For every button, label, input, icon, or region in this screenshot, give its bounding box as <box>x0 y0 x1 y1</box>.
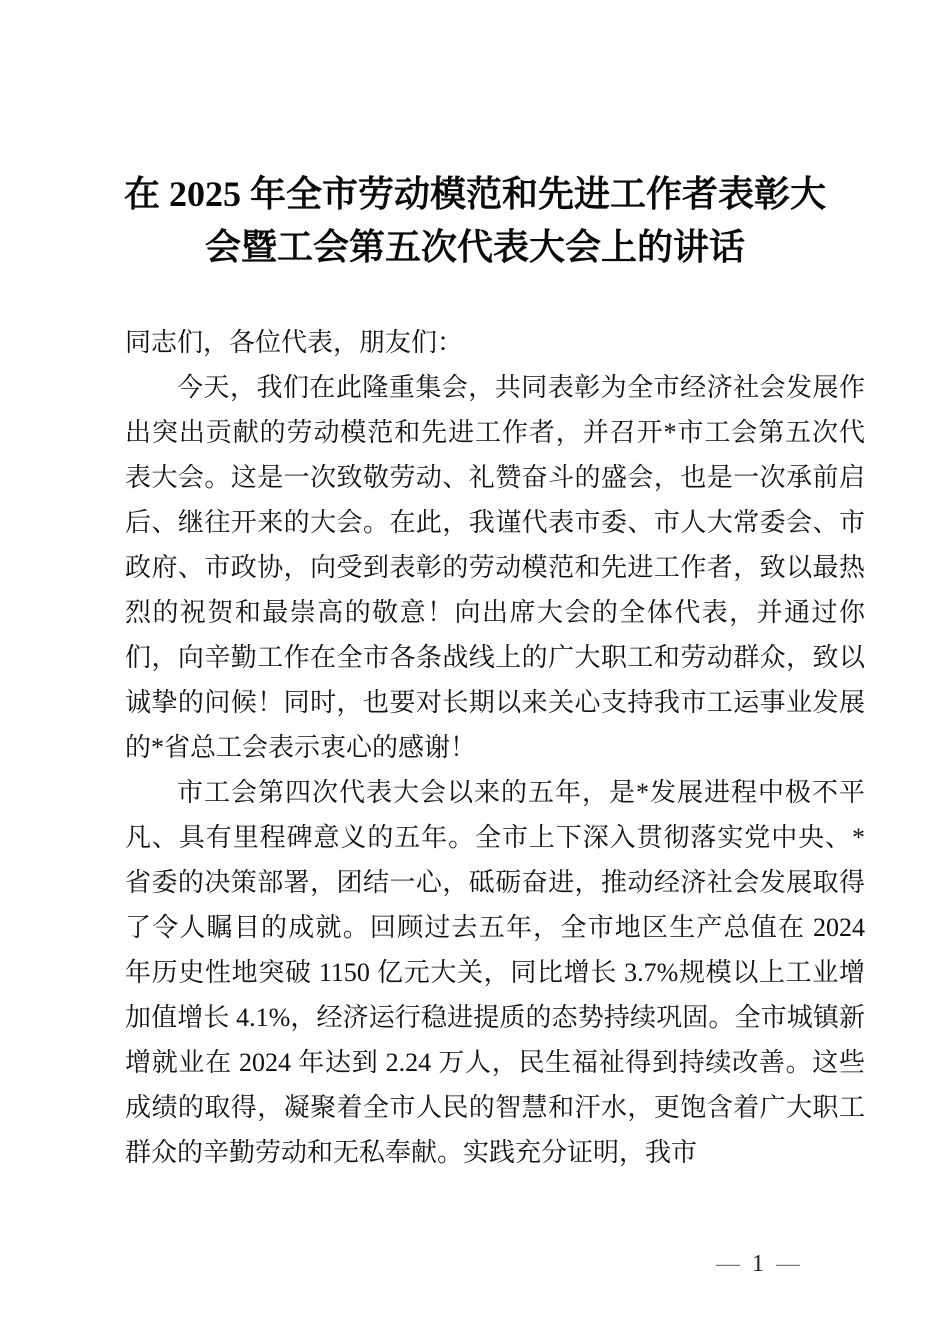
body-paragraph: 市工会第四次代表大会以来的五年，是*发展进程中极不平凡、具有里程碑意义的五年。全市上下深入贯彻落实党中央、*省委的决策部署，团结一心，砥砺奋进，推动经济社会发展取得了令人瞩目的成就。回顾过去五年，全市地区生产总值在 2024 年历史性地突破 1150 亿元大关，同比增长 3.7%规模以上工业增加值增长 4.1%，经济运行稳进提质的态势持续巩固。全市城镇新增就业在 2024 年达到 2.24 万人，民生福祉得到持续改善。这些成绩的取得，凝聚着全市人民的智慧和汗水，更饱含着广大职工群众的辛勤劳动和无私奉献。实践充分证明，我市 <box>125 778 865 1167</box>
page-title-line-1: 在 2025 年全市劳动模范和先进工作者表彰大 <box>123 174 826 214</box>
page-number-dash-right: — <box>776 1251 800 1277</box>
page-title <box>60 168 890 274</box>
page-number-value: 1 <box>752 1251 764 1277</box>
body-paragraph: 今天，我们在此隆重集会，共同表彰为全市经济社会发展作出突出贡献的劳动模范和先进工作者，并召开*市工会第五次代表大会。这是一次致敬劳动、礼赞奋斗的盛会，也是一次承前启后、继往开来的大会。在此，我谨代表市委、市人大常委会、市政府、市政协，向受到表彰的劳动模范和先进工作者，致以最热烈的祝贺和最崇高的敬意！向出席大会的全体代表，并通过你们，向辛勤工作在全市各条战线上的广大职工和劳动群众，致以诚挚的问候！同时，也要对长期以来关心支持我市工运事业发展的*省总工会表示衷心的感谢！ <box>125 373 865 762</box>
page-title-line-2: 会暨工会第五次代表大会上的讲话 <box>204 227 745 267</box>
page-number <box>716 1250 800 1278</box>
document-body <box>125 320 865 1175</box>
salutation-paragraph: 同志们，各位代表，朋友们： <box>125 328 464 357</box>
page-number-dash-left: — <box>716 1251 740 1277</box>
